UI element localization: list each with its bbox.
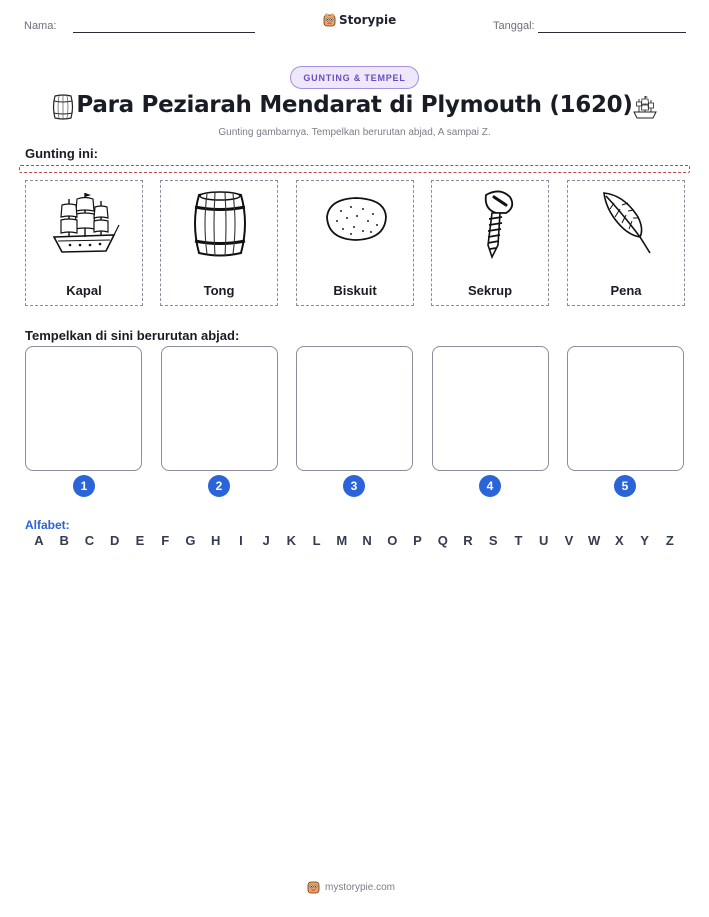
alphabet-letter: O xyxy=(387,533,398,548)
paste-box-4[interactable] xyxy=(432,346,549,471)
paste-box-3[interactable] xyxy=(296,346,413,471)
cut-card-barrel[interactable] xyxy=(160,180,278,306)
alphabet-row xyxy=(25,533,684,548)
brand-name: Storypie xyxy=(339,13,397,27)
screw-icon xyxy=(456,187,526,261)
paste-number-5: 5 xyxy=(614,475,636,497)
alphabet-letter: B xyxy=(59,533,69,548)
name-label: Nama: xyxy=(24,20,57,32)
cut-line xyxy=(19,165,690,173)
cut-card-biscuit[interactable] xyxy=(296,180,414,306)
cut-label-ship: Kapal xyxy=(66,283,102,298)
paste-number-1: 1 xyxy=(73,475,95,497)
activity-tag: GUNTING & TEMPEL xyxy=(290,66,419,89)
alphabet-letter: A xyxy=(34,533,44,548)
instruction-text: Gunting gambarnya. Tempelkan berurutan abjad, A sampai Z. xyxy=(218,127,491,138)
alphabet-letter: W xyxy=(588,533,601,548)
alphabet-letter: Z xyxy=(665,533,674,548)
alphabet-letter: C xyxy=(84,533,95,548)
alphabet-letter: R xyxy=(463,533,473,548)
paste-box-2[interactable] xyxy=(161,346,278,471)
paste-box-5[interactable] xyxy=(567,346,684,471)
feather-pen-icon xyxy=(592,187,662,261)
alphabet-letter: J xyxy=(262,533,270,548)
worksheet-title: Para Peziarah Mendarat di Plymouth (1620) xyxy=(76,92,633,118)
cut-section-label: Gunting ini: xyxy=(25,146,98,161)
alphabet-letter: P xyxy=(413,533,422,548)
alphabet-label: Alfabet: xyxy=(25,518,70,532)
ship-icon xyxy=(50,187,120,261)
cut-label-barrel: Tong xyxy=(203,283,235,298)
alphabet-letter: F xyxy=(161,533,170,548)
cut-label-biscuit: Biskuit xyxy=(333,283,377,298)
paste-number-2: 2 xyxy=(208,475,230,497)
storypie-mascot-icon xyxy=(307,880,320,894)
paste-section-label: Tempelkan di sini berurutan abjad: xyxy=(25,328,240,343)
cut-card-pen[interactable] xyxy=(567,180,685,306)
cut-label-pen: Pena xyxy=(610,283,642,298)
footer xyxy=(307,880,395,894)
alphabet-letter: E xyxy=(135,533,145,548)
alphabet-letter: U xyxy=(538,533,549,548)
cut-card-ship[interactable] xyxy=(25,180,143,306)
brand-logo xyxy=(323,13,396,27)
footer-site[interactable]: mystorypie.com xyxy=(325,881,396,893)
cut-label-screw: Sekrup xyxy=(467,283,513,298)
alphabet-letter: L xyxy=(312,533,321,548)
cut-card-screw[interactable] xyxy=(431,180,549,306)
alphabet-letter: V xyxy=(564,533,574,548)
name-line[interactable] xyxy=(73,32,255,33)
alphabet-letter: G xyxy=(185,533,196,548)
alphabet-letter: Y xyxy=(640,533,649,548)
ship-icon xyxy=(632,93,658,121)
alphabet-letter: T xyxy=(514,533,523,548)
storypie-mascot-icon xyxy=(323,13,336,27)
alphabet-letter: K xyxy=(286,533,297,548)
alphabet-letter: X xyxy=(615,533,624,548)
date-line[interactable] xyxy=(538,32,686,33)
date-label: Tanggal: xyxy=(493,20,535,32)
paste-number-3: 3 xyxy=(343,475,365,497)
alphabet-letter: S xyxy=(488,533,498,548)
alphabet-letter: I xyxy=(239,533,243,548)
paste-number-4: 4 xyxy=(479,475,501,497)
paste-box-1[interactable] xyxy=(25,346,142,471)
barrel-icon xyxy=(185,187,255,261)
alphabet-letter: H xyxy=(210,533,221,548)
alphabet-letter: Q xyxy=(437,533,448,548)
alphabet-letter: M xyxy=(336,533,348,548)
alphabet-letter: D xyxy=(110,533,120,548)
alphabet-letter: N xyxy=(362,533,372,548)
biscuit-icon xyxy=(321,187,391,261)
